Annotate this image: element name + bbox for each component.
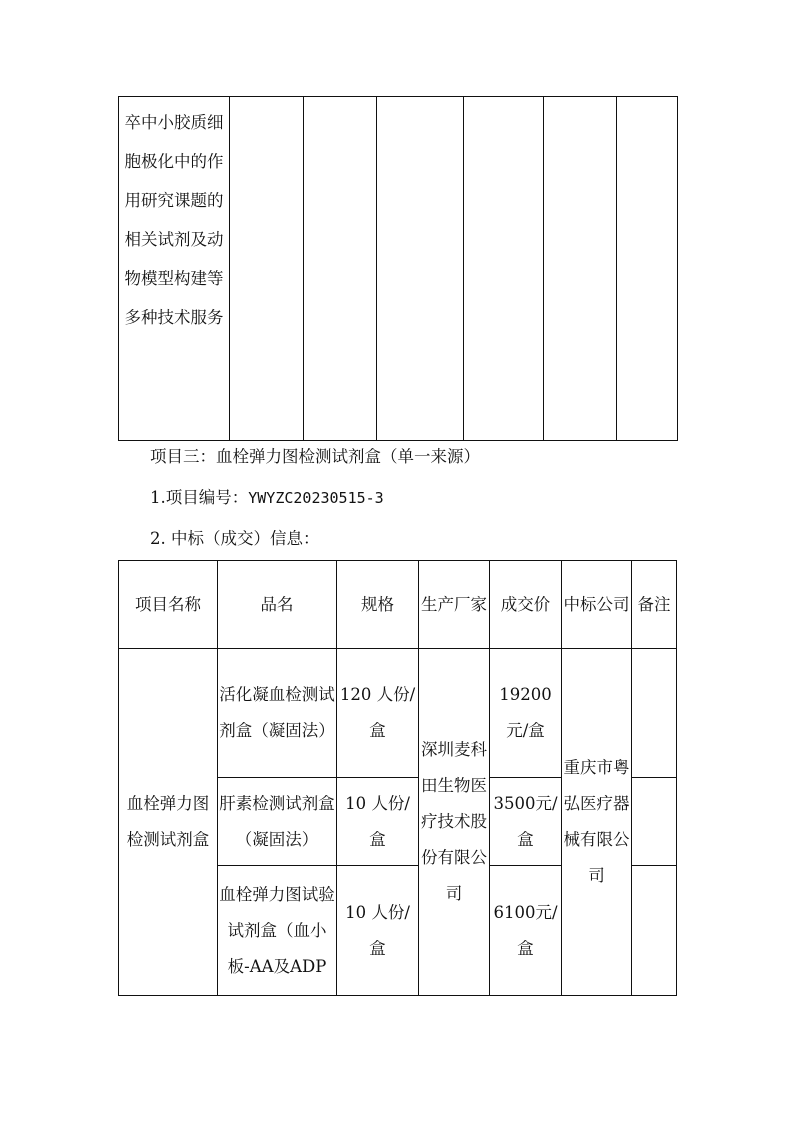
- empty-cell: [464, 97, 544, 441]
- header-winner: 中标公司: [562, 561, 632, 649]
- header-project-name: 项目名称: [119, 561, 218, 649]
- empty-cell: [230, 97, 304, 441]
- note-cell: [632, 866, 677, 996]
- empty-cell: [377, 97, 464, 441]
- award-table: [118, 560, 677, 996]
- spec-cell: 120 人份/盒: [337, 649, 419, 778]
- empty-cell: [304, 97, 377, 441]
- header-product: 品名: [218, 561, 337, 649]
- product-cell: 血栓弹力图试验试剂盒（血小板-AA及ADP: [218, 866, 337, 996]
- empty-cell: [544, 97, 617, 441]
- winner-cell: 重庆市粤弘医疗器械有限公司: [562, 649, 632, 996]
- project-number-label: 1.项目编号：: [150, 488, 249, 507]
- manufacturer-cell: 深圳麦科田生物医疗技术股份有限公司: [419, 649, 490, 996]
- note-cell: [632, 778, 677, 866]
- price-cell: 19200元/盒: [490, 649, 562, 778]
- project-number-value: YWYZC20230515-3: [248, 489, 384, 507]
- price-cell: 6100元/盒: [490, 866, 562, 996]
- spec-cell: 10 人份/盒: [337, 778, 419, 866]
- note-cell: [632, 649, 677, 778]
- price-cell: 3500元/盒: [490, 778, 562, 866]
- header-manufacturer: 生产厂家: [419, 561, 490, 649]
- table-row: [119, 97, 678, 441]
- product-cell: 肝素检测试剂盒（凝固法）: [218, 778, 337, 866]
- table-header-row: [119, 561, 677, 649]
- header-note: 备注: [632, 561, 677, 649]
- header-spec: 规格: [337, 561, 419, 649]
- project-name-cell: 血栓弹力图检测试剂盒: [119, 649, 218, 996]
- project-name-cell: 卒中小胶质细胞极化中的作用研究课题的相关试剂及动物模型构建等多种技术服务: [119, 97, 230, 441]
- empty-cell: [617, 97, 678, 441]
- spec-cell: 10 人份/盒: [337, 866, 419, 996]
- project3-title: 项目三：血栓弹力图检测试剂盒（单一来源）: [150, 447, 480, 466]
- continued-table: [118, 96, 678, 441]
- table-row: [119, 649, 677, 778]
- project-number: [150, 484, 384, 508]
- header-price: 成交价: [490, 561, 562, 649]
- product-cell: 活化凝血检测试剂盒（凝固法）: [218, 649, 337, 778]
- award-info-heading: 2. 中标（成交）信息：: [150, 529, 320, 548]
